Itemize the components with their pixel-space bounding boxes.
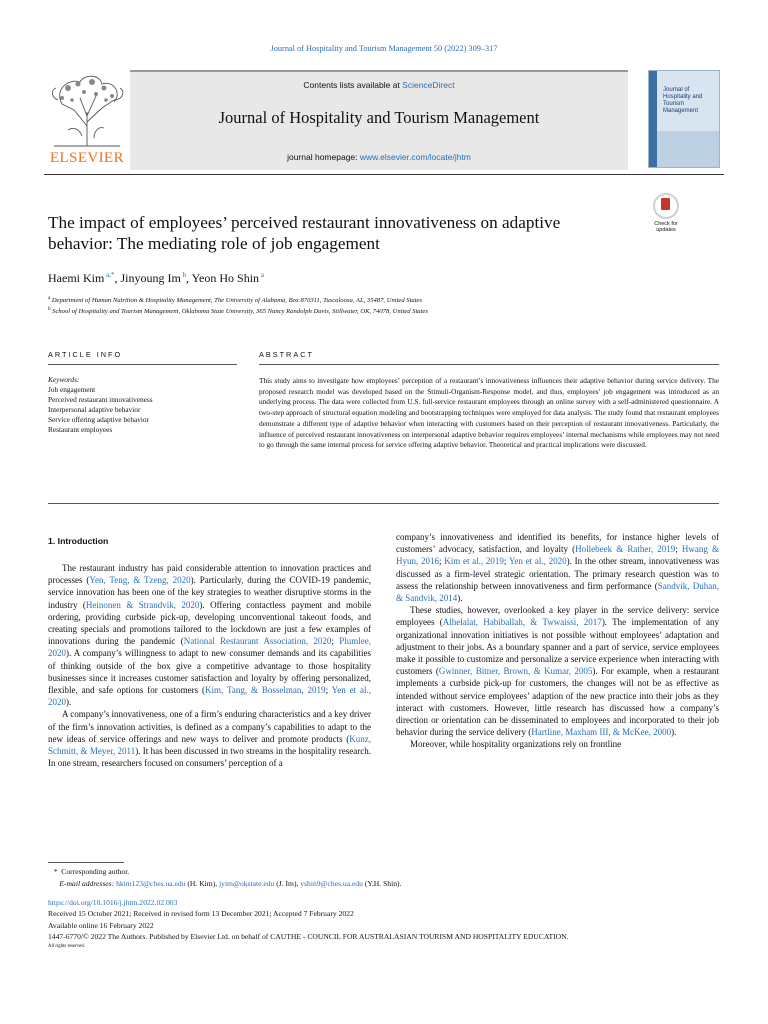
bookmark-icon (653, 193, 679, 219)
journal-band (130, 70, 628, 170)
citation-link[interactable]: Plumlee, 2020 (48, 636, 371, 659)
paragraph-text: ). (457, 593, 463, 604)
paragraph-text: ). For example, when a restaurant implements a curbside pick-up for customers, the changes will not be as effective as intended without service employees’ adaption of the new practice into their jobs as they interact with customers. However, little research has discussed how a company’s direction or orientation can be disseminated to employees and incorporated to their job behavior during the service delivery ( (396, 666, 719, 738)
body-paragraph (48, 562, 371, 708)
footnote-rule (48, 862, 124, 863)
homepage-prefix: journal homepage: (287, 152, 360, 162)
citation-link[interactable]: Hartline, Maxham III, & McKee, 2000 (531, 727, 672, 738)
affiliation-text: School of Hospitality and Tourism Management, Oklahoma State University, 365 Nancy Randolph Davis, Stillwater, OK, 74078, United States (52, 308, 428, 316)
author-name[interactable]: Haemi Kim (48, 271, 105, 285)
author-name[interactable]: Jinyoung Im (120, 271, 181, 285)
citation-link[interactable]: Hollebeek & Rather, 2019 (575, 544, 676, 555)
citation-link[interactable]: Yen et al., 2020 (48, 685, 371, 708)
body-paragraph (48, 708, 371, 769)
doi-link[interactable]: https://doi.org/10.1016/j.jhtm.2022.02.003 (48, 898, 178, 907)
citation-link[interactable]: Sandvik, Duhan, & Sandvik, 2014 (396, 580, 719, 604)
copyright-line: 1447-6770/© 2022 The Authors. Published by Elsevier Ltd. on behalf of CAUTHE - COUNCIL FOR AUSTRALASIAN TOURISM AND HOSPITALITY EDUCATION. (48, 931, 569, 941)
journal-masthead (44, 70, 724, 168)
paragraph-text: ). (671, 727, 677, 738)
article-info-rule (48, 364, 237, 365)
keyword: Interpersonal adaptive behavior (48, 404, 141, 414)
body-column-left (48, 562, 371, 769)
journal-title: Journal of Hospitality and Tourism Management (218, 108, 540, 127)
paragraph-text: Moreover, while hospitality organizations rely on frontline (410, 739, 622, 750)
author-name[interactable]: Yeon Ho Shin (191, 271, 260, 285)
abstract-bottom-rule (48, 503, 719, 504)
journal-citation[interactable]: Journal of Hospitality and Tourism Management 50 (2022) 309–317 (270, 44, 498, 53)
paragraph-text: ; (331, 636, 340, 647)
keyword: Job engagement (48, 384, 96, 394)
author-list: Haemi Kim $^{a,*}$, Jinyoung Im $^b$, Yeon Ho Shin $^a$ (48, 271, 264, 285)
paragraph-text: ). The implementation of any organizational innovation initiatives is not possible without employees’ adaptation and adjustment to their jobs. As a boundary spanner and a part of service, service employees make it possible to customize and personalize a service experience when interacting with customers ( (396, 617, 719, 677)
citation-link[interactable]: Kim, Tang, & Bosselman, 2019 (205, 685, 326, 696)
email-link[interactable]: hkim123@ches.ua.edu (116, 879, 186, 889)
paragraph-text: ). (66, 697, 72, 708)
publisher-name: ELSEVIER (49, 150, 125, 166)
affiliation-text: Department of Human Nutrition & Hospitality Management, The University of Alabama, Box 870311, Tuscaloosa, AL, 35487, United States (51, 297, 423, 305)
affiliation-marker: a (48, 296, 51, 301)
received-dates: Received 15 October 2021; Received in revised form 13 December 2021; Accepted 7 February 2022 (48, 909, 354, 919)
email-owner: (Y.H. Shin). (362, 879, 402, 889)
author-affiliation-marker[interactable]: a,* (104, 271, 115, 279)
homepage-line (130, 152, 628, 162)
cover-stripe (649, 71, 657, 167)
email-owner: (J. Im), (274, 879, 301, 889)
cover-title: Journal of Hospitality and Tourism Management (663, 87, 703, 114)
email-owner: (H. Kim), (185, 879, 220, 889)
elsevier-tree-logo[interactable] (44, 70, 130, 168)
email-link[interactable]: jyim@okstate.edu (219, 879, 275, 889)
check-updates-label: Check for updates (654, 221, 678, 233)
paragraph-text: ). A company’s willingness to adapt to new consumer demands and its capabilities of thinking outside of the box give a competitive advantage to those hospitality businesses since it increases customer satisfaction and loyalty by offering personalized, flexible, and safe options for customers ( (48, 648, 371, 696)
journal-cover-thumbnail[interactable] (648, 70, 720, 168)
footnotes (48, 866, 401, 890)
body-paragraph (396, 738, 719, 750)
available-online: Available online 16 February 2022 (48, 920, 154, 930)
section-heading-introduction: 1. Introduction (48, 536, 109, 546)
email-addresses (48, 878, 401, 890)
author-affiliation-marker[interactable]: a (259, 271, 264, 279)
masthead-divider (44, 174, 724, 175)
journal-homepage-link[interactable]: www.elsevier.com/locate/jhtm (359, 152, 471, 162)
keyword: Perceived restaurant innovativeness (48, 394, 153, 404)
citation-link[interactable]: National Restaurant Association, 2020 (183, 636, 332, 647)
citation-link[interactable]: Kim et al., 2019 (444, 556, 504, 567)
author-affiliation-marker[interactable]: b (180, 271, 187, 279)
affiliation-b (48, 307, 428, 315)
sciencedirect-link[interactable]: ScienceDirect (402, 80, 455, 90)
body-paragraph (396, 531, 719, 604)
paragraph-text: A company’s innovativeness, one of a firm’s enduring characteristics and a key driver of the firm’s innovation activities, is defined as a company’s capabilities to adapt to the new ideas of service offerings and new ways to deliver and promote products ( (48, 709, 371, 744)
body-column-right (396, 531, 719, 751)
keywords-block (48, 375, 238, 434)
paragraph-text: ; (503, 556, 509, 567)
paragraph-text: ). Particularly, during the COVID-19 pandemic, service innovation has been one of the key strategies to weather disruptive storms in the industry ( (48, 575, 371, 610)
paragraph-text: company’s innovativeness and identified its benefits, for instance higher levels of customers’ advocacy, satisfaction, and loyalty ( (396, 532, 719, 555)
paragraph-text: ). In the other stream, innovativeness was discussed as a firm-level strategic orientation. The primary research question was to assess the relationship between innovativeness and firm performance ( (396, 556, 719, 591)
contents-prefix: Contents lists available at (303, 80, 403, 90)
contents-line (130, 80, 628, 90)
article-info-heading: ARTICLE INFO (48, 350, 123, 359)
affiliation-a (48, 296, 422, 304)
citation-link[interactable]: Heinonen & Strandvik, 2020 (85, 599, 200, 610)
rights-reserved: All rights reserved. (48, 944, 85, 950)
corresponding-author-note: Corresponding author. (61, 867, 130, 876)
cover-band (657, 131, 719, 167)
abstract-rule (259, 364, 719, 365)
citation-link[interactable]: Kunz, Schmitt, & Meyer, 2011 (48, 733, 371, 757)
citation-link[interactable]: Alhelalat, Habiballah, & Twwaissi, 2017 (442, 617, 602, 628)
paragraph-text: ; (438, 556, 445, 567)
paragraph-text: ; (675, 544, 682, 555)
abstract-heading: ABSTRACT (259, 350, 314, 359)
citation-link[interactable]: Yen et al., 2020 (508, 556, 567, 567)
corresponding-marker: * (53, 867, 58, 876)
paragraph-text: ). It has been discussed in two streams in the hospitality research. In one stream, researchers focused on consumers’ perception of a (48, 746, 371, 769)
keyword: Restaurant employees (48, 424, 113, 434)
article-title: The impact of employees’ perceived restaurant innovativeness on adaptive behavior: The mediating role of job engagement (48, 213, 561, 253)
paragraph-text: The restaurant industry has paid considerable attention to innovation practices and processes ( (48, 563, 371, 586)
paragraph-text: ). Offering contactless payment and mobile ordering, providing curbside pick-up, developing unconventional takeout foods, and creating specials and promotions tailored to the lockdown are just a few examples of innovations during the pandemic ( (48, 599, 371, 647)
citation-link[interactable]: Hwang & Hyun, 2016 (396, 544, 719, 567)
check-for-updates-badge[interactable] (646, 193, 686, 233)
abstract-text: This study aims to investigate how employees’ perception of a restaurant’s innovativeness influences their adaptive behavior during service delivery. The proposed research model was developed based on the Stimuli-Organism-Response model, and thus, employees’ job engagement was introduced as an underlying process. The data were collected from U.S. full-service restaurant employees through an online survey with a self-administered questionnaire. A two-step approach of structural equation modeling and bootstrapping techniques were employed for data analysis. The study found that restaurant employees demonstrate a different type of adaptive behavior when interacting with customers based on their perception of restaurant innovativeness. Particularly, the influence of perceived restaurant innovativeness on interpersonal adaptive behavior requires employees’ internal mechanisms while employees may not need to go through the same internal process for service offering adaptive behavior. Theoretical and practical implications were discussed. (259, 376, 719, 450)
affiliation-marker: b (48, 307, 51, 312)
publication-info (48, 897, 738, 951)
body-paragraph (396, 604, 719, 738)
paragraph-text: ; (325, 685, 332, 696)
keywords-label: Keywords: (48, 375, 80, 384)
paragraph-text: These studies, however, overlooked a key player in the service delivery: service employees ( (396, 605, 719, 628)
keyword: Service offering adaptive behavior (48, 414, 149, 424)
citation-link[interactable]: Yen, Teng, & Tzeng, 2020 (89, 575, 191, 586)
email-label: E-mail addresses: (59, 879, 115, 889)
citation-link[interactable]: Gwinner, Bitner, Brown, & Kumar, 2005 (438, 666, 593, 677)
email-link[interactable]: yshin9@ches.ua.edu (300, 879, 363, 889)
